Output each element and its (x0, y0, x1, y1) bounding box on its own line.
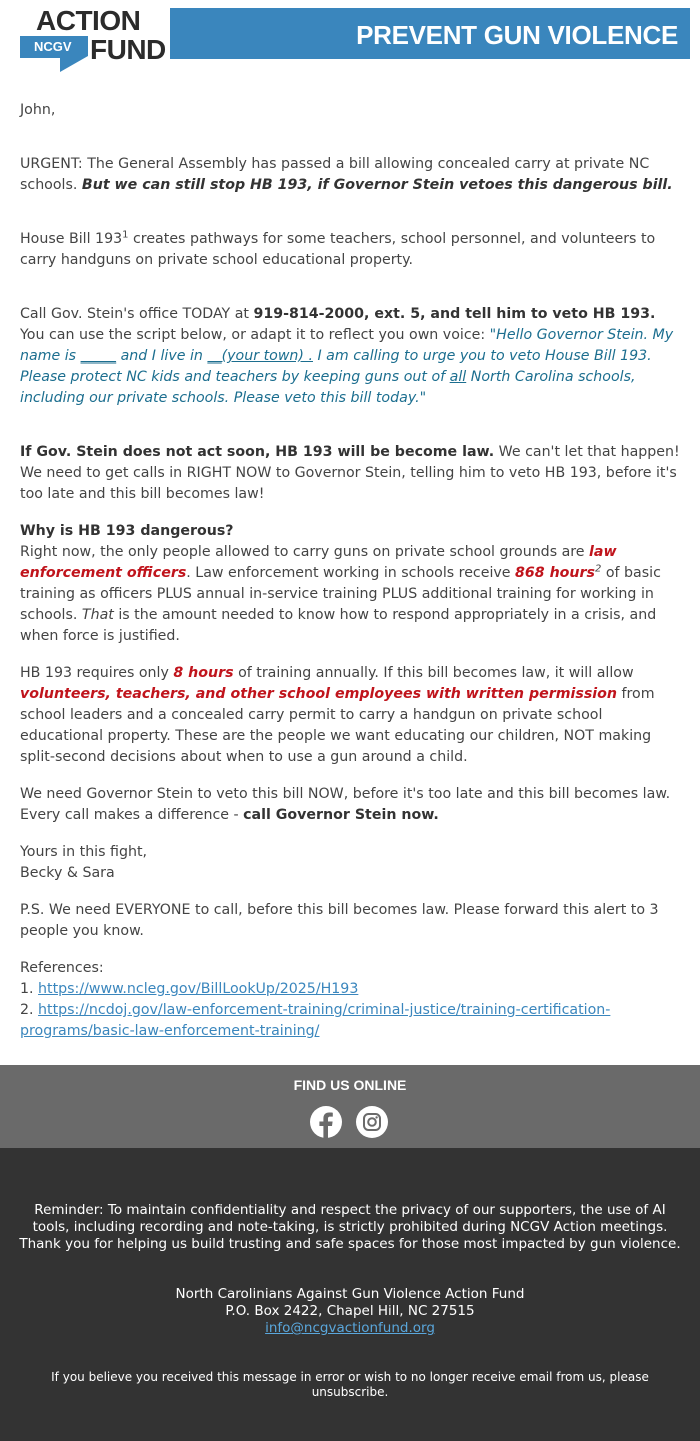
postscript: P.S. We need EVERYONE to call, before this bill becomes law. Please forward this alert to 3 people you know. (20, 902, 659, 939)
script-part: and I live in (116, 348, 208, 364)
footnote-1: 1 (122, 229, 129, 241)
find-us-title: FIND US ONLINE (293, 1077, 407, 1093)
logo-ncgv-text: NCGV (34, 39, 72, 54)
contact-email-link[interactable]: info@ncgvactionfund.org (265, 1320, 435, 1336)
find-us-online-section (0, 1065, 700, 1148)
hours-868-emphasis: 868 hours (515, 565, 595, 581)
hours-8-emphasis: 8 hours (173, 665, 234, 681)
law-enforcement-emphasis: law enforcement officers (20, 544, 617, 581)
training-text: Right now, the only people allowed to carry guns on private school grounds are (20, 544, 590, 560)
logo-fund-text: FUND (90, 34, 166, 65)
paragraph-veto-now (20, 784, 680, 826)
facebook-icon[interactable] (309, 1105, 343, 1139)
paragraph-training (20, 542, 680, 647)
logo-action-text: ACTION (36, 5, 141, 36)
why-title-text: Why is HB 193 dangerous? (20, 523, 234, 539)
signers: Becky & Sara (20, 865, 115, 881)
hb193-text: HB 193 requires only (20, 665, 174, 681)
script-part: "Hello Governor Stein. My name is (20, 327, 674, 364)
paragraph-act-soon (20, 442, 680, 505)
script-part: I am calling to urge you to veto House Bill 193. Please protect NC kids and teachers by keeping guns out of (20, 348, 652, 385)
volunteers-emphasis: volunteers, teachers, and other school employees with written permission (20, 686, 617, 702)
email-body (0, 80, 700, 1042)
script-part: North Carolina schools, including our private schools. Please veto this bill today." (20, 369, 636, 406)
references-title: References: (20, 960, 104, 976)
references (20, 958, 680, 1042)
veto-now-text: We need Governor Stein to veto this bill NOW, before it's too late and this bill becomes law. Every call makes a difference - (20, 786, 671, 823)
ncgv-action-fund-logo[interactable] (20, 5, 166, 74)
postal-address: P.O. Box 2422, Chapel Hill, NC 27515 (225, 1303, 475, 1319)
ref-number: 1. (20, 981, 39, 997)
script-intro: You can use the script below, or adapt it to reflect you own voice: (20, 327, 490, 343)
ai-reminder: Reminder: To maintain confidentiality and respect the privacy of our supporters, the use of AI tools, including recording and note-taking, is strictly prohibited during NCGV Action meetings. Thank you for helping us build trusting and safe spaces for those most impacted by gun violence. (19, 1202, 681, 1252)
paragraph-hb193 (20, 663, 680, 768)
training-text: . Law enforcement working in schools receive (186, 565, 516, 581)
instagram-icon[interactable] (355, 1105, 389, 1139)
paragraph-urgent (20, 154, 680, 196)
all-emphasis: all (449, 369, 467, 385)
org-address (0, 1286, 700, 1337)
paragraph-call (20, 304, 680, 409)
paragraph-bill (20, 229, 680, 271)
call-now-emphasis: call Governor Stein now. (243, 807, 439, 823)
org-name: North Carolinians Against Gun Violence Action Fund (175, 1286, 525, 1302)
hb193-text: from school leaders and a concealed carry permit to carry a handgun on private school educational property. These are the people we want educating our children, NOT making split-second decisions about when to use a gun around a child. (20, 686, 655, 765)
that-emphasis: That (81, 607, 114, 623)
footnote-2: 2 (594, 563, 602, 575)
urgent-text: URGENT: The General Assembly has passed a bill allowing concealed carry at private NC schools. (20, 156, 650, 193)
hb193-text: of training annually. If this bill becomes law, it will allow (233, 665, 634, 681)
header-banner (170, 8, 690, 59)
bill-description: creates pathways for some teachers, school personnel, and volunteers to carry handguns on private school educational property. (20, 231, 656, 268)
reference-link-2[interactable]: https://ncdoj.gov/law-enforcement-training/criminal-justice/training-certification-programs/basic-law-enforcement-training/ (20, 1002, 611, 1039)
email-header (0, 0, 700, 80)
bill-name: House Bill 193 (20, 231, 123, 247)
call-text: Call Gov. Stein's office TODAY at (20, 306, 254, 322)
reference-link-1[interactable]: https://www.ncleg.gov/BillLookUp/2025/H193 (38, 981, 359, 997)
training-text: of basic training as officers PLUS annual in-service training PLUS additional training for working in schools. (20, 565, 661, 623)
why-dangerous-title (20, 521, 680, 542)
training-text: is the amount needed to know how to respond appropriately in a crisis, and when force is justified. (20, 607, 657, 644)
town-blank: __(your town) . (207, 348, 313, 364)
signature (20, 842, 680, 884)
email-footer (0, 1148, 700, 1441)
act-soon-emphasis: If Gov. Stein does not act soon, HB 193 will be become law. (20, 444, 495, 460)
name-blank: _____ (80, 348, 117, 364)
ref-number: 2. (20, 1002, 39, 1018)
banner-title: PREVENT GUN VIOLENCE (356, 20, 678, 50)
phone-number-text: 919-814-2000, ext. 5, and tell him to veto HB 193. (253, 306, 656, 322)
signoff: Yours in this fight, (20, 844, 148, 860)
greeting: John, (20, 102, 56, 118)
unsubscribe-notice[interactable]: If you believe you received this message in error or wish to no longer receive email from us, please unsubscribe. (51, 1370, 649, 1399)
act-soon-text: We can't let that happen! We need to get calls in RIGHT NOW to Governor Stein, telling him to veto HB 193, before it's too late and this bill becomes law! (20, 444, 680, 502)
urgent-emphasis: But we can still stop HB 193, if Governor Stein vetoes this dangerous bill. (81, 177, 673, 193)
